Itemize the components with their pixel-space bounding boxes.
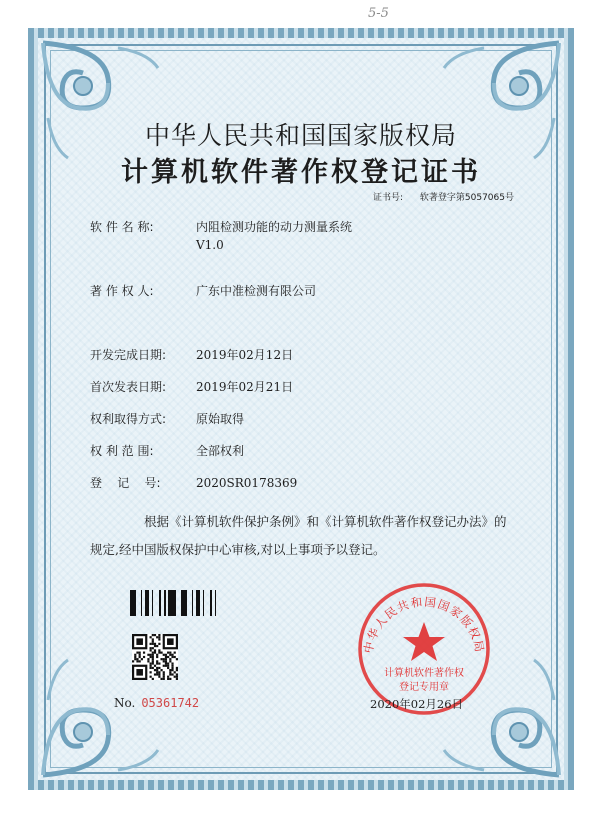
- seal-line-2: 登记专用章: [399, 682, 449, 693]
- issue-date: 2020年02月26日: [370, 697, 464, 711]
- certificate-number: [373, 190, 514, 203]
- field-acquire-method: [90, 410, 244, 427]
- statement-line-2: 规定,经中国版权保护中心审核,对以上事项予以登记。: [90, 542, 386, 557]
- seal-star-icon: [403, 622, 445, 661]
- publish-date-value: 2019年02月21日: [196, 380, 294, 394]
- qr-code: [132, 634, 178, 680]
- field-dev-date: [90, 346, 293, 363]
- field-label: 软 件 名 称:: [90, 220, 154, 234]
- copyright-owner-value: 广东中准检测有限公司: [196, 284, 317, 298]
- field-label: 权 利 范 围:: [90, 444, 154, 458]
- field-publish-date: [90, 378, 293, 395]
- barcode: [130, 590, 216, 616]
- field-copyright-owner: [90, 282, 316, 299]
- certificate-number-label: 证书号:: [372, 193, 404, 203]
- seal-ring-text: 中华人民共和国国家版权局: [360, 594, 488, 655]
- issuing-authority: 中华人民共和国国家版权局: [144, 121, 457, 150]
- field-label: 著 作 权 人:: [90, 284, 154, 298]
- certificate-number-value: 软著登字第5057065号: [419, 193, 514, 203]
- field-software-name: [90, 218, 352, 252]
- rights-scope-value: 全部权利: [196, 444, 245, 458]
- field-label: 首次发表日期:: [90, 380, 167, 394]
- scan-mark: 5-5: [368, 6, 389, 21]
- certificate-title: 计算机软件著作权登记证书: [121, 157, 481, 188]
- acquire-method-value: 原始取得: [196, 412, 245, 426]
- statement-line-1: 根据《计算机软件保护条例》和《计算机软件著作权登记办法》的: [144, 514, 507, 529]
- seal-line-1: 计算机软件著作权: [384, 668, 464, 679]
- statement-paragraph: [90, 508, 540, 564]
- field-registration-number: [90, 474, 297, 491]
- software-version-value: V1.0: [196, 238, 224, 252]
- software-name-value: 内阻检测功能的动力测量系统: [196, 220, 353, 234]
- field-label: 权利取得方式:: [90, 412, 167, 426]
- certificate: [28, 28, 574, 790]
- field-rights-scope: [90, 442, 244, 459]
- field-label: 登 记 号:: [90, 476, 161, 490]
- serial-prefix: No.: [114, 696, 136, 710]
- serial-number-value: 05361742: [141, 696, 200, 710]
- serial-number: [114, 696, 199, 710]
- dev-date-value: 2019年02月12日: [196, 348, 294, 362]
- registration-number-value: 2020SR0178369: [196, 476, 298, 490]
- field-label: 开发完成日期:: [90, 348, 167, 362]
